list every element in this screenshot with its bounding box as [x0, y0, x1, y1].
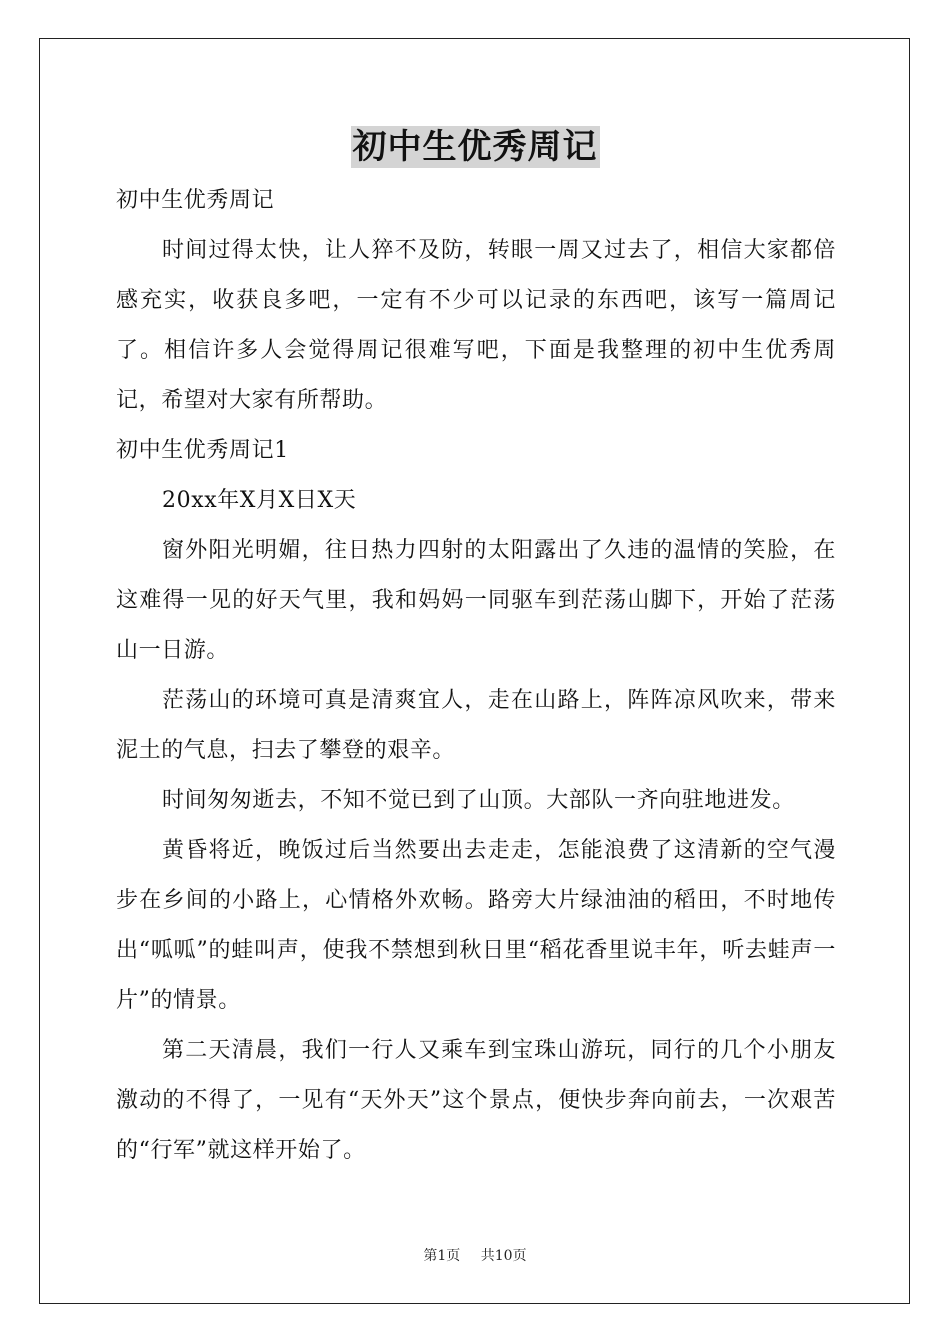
- document-title: 初中生优秀周记: [352, 127, 598, 167]
- page-number-total: 共10页: [480, 1248, 527, 1264]
- paragraph: 黄昏将近，晚饭过后当然要出去走走，怎能浪费了这清新的空气漫步在乡间的小路上，心情格外欢畅。路旁大片绿油油的稻田，不时地传出“呱呱”的蛙叫声，使我不禁想到秋日里“稻花香里说丰年，听去蛙声一片”的情景。: [116, 838, 836, 1013]
- paragraph: 第二天清晨，我们一行人又乘车到宝珠山游玩，同行的几个小朋友激动的不得了，一见有“天外天”这个景点，便快步奔向前去，一次艰苦的“行军”就这样开始了。: [116, 1038, 836, 1163]
- paragraph: 窗外阳光明媚，往日热力四射的太阳露出了久违的温情的笑脸，在这难得一见的好天气里，我和妈妈一同驱车到茫荡山脚下，开始了茫荡山一日游。: [116, 538, 836, 663]
- title-container: [0, 126, 950, 168]
- paragraph-intro: 时间过得太快，让人猝不及防，转眼一周又过去了，相信大家都倍感充实，收获良多吧，一定有不少可以记录的东西吧，该写一篇周记了。相信许多人会觉得周记很难写吧，下面是我整理的初中生优秀周记，希望对大家有所帮助。: [116, 238, 836, 413]
- document-body: [116, 176, 836, 1176]
- page-footer: [0, 1246, 950, 1266]
- paragraph-section-heading: 初中生优秀周记1: [116, 438, 289, 463]
- page-number-current: 第1页: [423, 1248, 461, 1264]
- paragraph: 时间匆匆逝去，不知不觉已到了山顶。大部队一齐向驻地进发。: [162, 788, 795, 813]
- paragraph-subtitle: 初中生优秀周记: [116, 188, 275, 213]
- paragraph: 茫荡山的环境可真是清爽宜人，走在山路上，阵阵凉风吹来，带来泥土的气息，扫去了攀登的艰辛。: [116, 688, 836, 763]
- paragraph-date: 20xx年X月X日X天: [162, 488, 357, 513]
